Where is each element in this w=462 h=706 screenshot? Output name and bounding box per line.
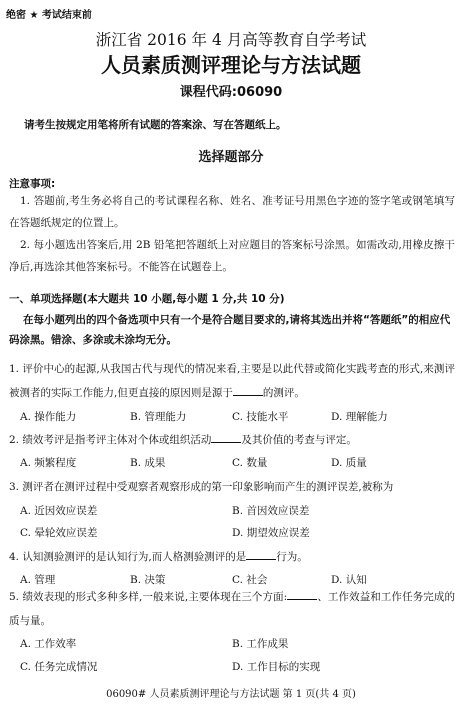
question-3-option-d: D. 期望效应误差 bbox=[232, 527, 310, 539]
question-2-option-d: D. 质量 bbox=[331, 457, 367, 469]
question-5-stem: 5. 绩效表现的形式多种多样,一般来说,主要体现在三个方面: bbox=[9, 591, 288, 603]
answer-blank bbox=[233, 385, 263, 396]
question-3-option-b: B. 首因效应误差 bbox=[232, 505, 310, 517]
question-4-option-c: C. 社会 bbox=[232, 574, 268, 586]
question-4-option-b: B. 决策 bbox=[130, 574, 166, 586]
note-item-2-text: 2. 每小题选出答案后,用 2B 铅笔把答题纸上对应题目的答案标号涂黑。如需改动,用橡皮擦干净后,再选涂其他答案标号。不能答在试题卷上。 bbox=[9, 239, 455, 273]
single-choice-directions: 在每小题列出的四个备选项中只有一个是符合题目要求的,请将其选出并将“答题纸”的相应代码涂黑。错涂、多涂或未涂均无分。 bbox=[9, 314, 451, 346]
course-code: 课程代码:06090 bbox=[179, 85, 283, 100]
question-3-option-c: C. 晕轮效应误差 bbox=[20, 527, 98, 539]
page-footer: 06090# 人员素质测评理论与方法试题 第 1 页(共 4 页) bbox=[106, 689, 356, 700]
question-4-option-d: D. 认知 bbox=[331, 574, 367, 586]
exam-name: 浙江省 2016 年 4 月高等教育自学考试 bbox=[95, 31, 367, 49]
question-5-stem-end: 、工作效益和工作任务完成的质与量。 bbox=[9, 591, 455, 627]
note-item-1-text: 1. 答题前,考生务必将自己的考试课程名称、姓名、准考证号用黑色字迹的签字笔或钢笔填写在答题纸规定的位置上。 bbox=[9, 195, 455, 229]
question-4-option-a: A. 管理 bbox=[20, 574, 56, 586]
question-3-option-a: A. 近因效应误差 bbox=[20, 505, 98, 517]
note-item-2 bbox=[9, 234, 455, 278]
single-choice-heading: 一、单项选择题(本大题共 10 小题,每小题 1 分,共 10 分) bbox=[9, 293, 285, 305]
answer-blank bbox=[211, 432, 241, 443]
question-1-stem-end: 的测评。 bbox=[262, 387, 305, 399]
question-1 bbox=[9, 357, 455, 405]
answer-blank bbox=[246, 549, 276, 560]
confidential-tag: 绝密 ★ 考试结束前 bbox=[6, 10, 92, 21]
notes-heading: 注意事项: bbox=[9, 178, 56, 190]
question-4-stem: 4. 认知测验测评的是认知行为,而人格测验测评的是 bbox=[9, 551, 247, 563]
question-5-option-c: C. 任务完成情况 bbox=[20, 661, 98, 673]
paper-title: 人员素质测评理论与方法试题 bbox=[101, 53, 361, 77]
question-2 bbox=[9, 432, 357, 447]
question-1-option-b: B. 管理能力 bbox=[130, 411, 187, 423]
question-1-option-a: A. 操作能力 bbox=[20, 411, 77, 423]
question-2-option-b: B. 成果 bbox=[130, 457, 166, 469]
question-1-stem: 1. 评价中心的起源,从我国古代与现代的情况来看,主要是以此代替或简化实践考查的形式,来测评被测者的实际工作能力,但更直接的原因则是源于 bbox=[9, 363, 455, 399]
question-2-stem-end: 及其价值的考查与评定。 bbox=[241, 434, 357, 446]
note-item-1 bbox=[9, 190, 455, 234]
question-5-option-a: A. 工作效率 bbox=[20, 638, 77, 650]
question-5-option-d: D. 工作目标的实现 bbox=[232, 661, 321, 673]
question-1-option-c: C. 技能水平 bbox=[232, 411, 289, 423]
answer-blank bbox=[287, 589, 317, 600]
question-4 bbox=[9, 549, 308, 564]
question-2-stem: 2. 绩效考评是指考评主体对个体或组织活动 bbox=[9, 434, 212, 446]
answer-notice: 请考生按规定用笔将所有试题的答案涂、写在答题纸上。 bbox=[24, 119, 287, 131]
question-2-option-a: A. 频繁程度 bbox=[20, 457, 77, 469]
question-5-option-b: B. 工作成果 bbox=[232, 638, 289, 650]
question-5 bbox=[9, 585, 455, 633]
question-1-option-d: D. 理解能力 bbox=[331, 411, 388, 423]
question-2-option-c: C. 数量 bbox=[232, 457, 268, 469]
section-title: 选择题部分 bbox=[198, 150, 264, 165]
question-3: 3. 测评者在测评过程中受观察者观察形成的第一印象影响而产生的测评误差,被称为 bbox=[9, 481, 394, 493]
question-4-stem-end: 行为。 bbox=[276, 551, 308, 563]
